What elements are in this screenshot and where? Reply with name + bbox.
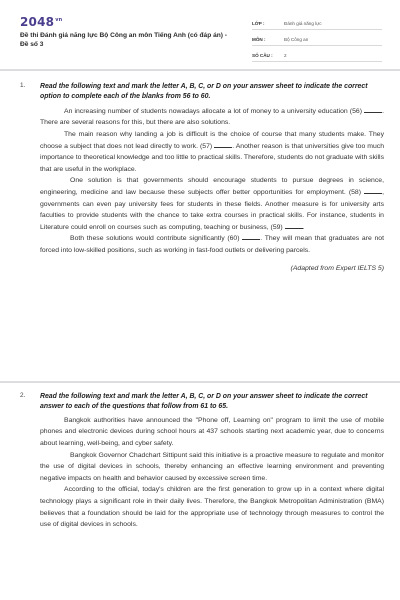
passage-source: (Adapted from Expert IELTS 5) <box>290 264 384 272</box>
answer-blank <box>285 223 303 229</box>
passage-paragraph <box>40 106 384 129</box>
answer-blank <box>214 142 232 148</box>
meta-key: SỐ CÂU : <box>252 53 273 58</box>
meta-row-class <box>252 14 382 30</box>
meta-row-subject <box>252 30 382 46</box>
section-divider <box>0 381 400 383</box>
question-instruction: Read the following text and mark the letter A, B, C, or D on your answer sheet to indicate the correct option to complete each of the blanks from 56 to 60. <box>40 83 368 101</box>
passage-paragraph: Bangkok authorities have announced the "Phone off, Learning on" program to limit the use of mobile phones and electronic devices during school hours at 437 schools starting next academic year, due to concerns about learning, well-being, and cyber safety. <box>40 416 384 447</box>
text-segment: . Another reason is that universities give too much importance to theoretical knowledge and too little to practical skills. Therefore, students do not graduate with skills that are useful in the workplace. <box>40 142 385 173</box>
meta-key: LỚP : <box>252 21 265 26</box>
document-title: Đề thi Đánh giá năng lực Bộ Công an môn Tiếng Anh (có đáp án) - Đề số 3 <box>20 32 227 48</box>
question-1 <box>20 82 386 274</box>
text-segment: Both these solutions would contribute significantly (60) <box>70 235 243 243</box>
meta-value: Bộ Công an <box>284 37 309 42</box>
question-2 <box>20 392 386 531</box>
question-instruction: Read the following text and mark the letter A, B, C, or D on your answer sheet to indicate the correct answer to each of the questions that follow from 61 to 65. <box>40 393 368 411</box>
text-segment: . There are several reasons for this, but there are also solutions. <box>40 107 384 127</box>
passage-paragraph: Bangkok Governor Chadchart Sittipunt said this initiative is a proactive measure to regulate and monitor the use of digital devices in schools, thereby enhancing an effective learning environment and preventing negative impacts on health and behavior caused by excessive screen time. <box>40 451 384 482</box>
page-header <box>0 0 400 62</box>
section-divider <box>0 69 400 71</box>
answer-blank <box>364 188 382 194</box>
site-logo[interactable] <box>20 15 62 29</box>
question-body <box>40 82 384 274</box>
question-body <box>40 392 384 531</box>
question-number: 1. <box>20 82 26 89</box>
passage-paragraph <box>40 175 384 233</box>
text-segment: . <box>302 223 305 231</box>
meta-value: Đánh giá năng lực <box>284 21 322 26</box>
question-number: 2. <box>20 392 26 399</box>
text-segment: One solution is that governments should encourage students to pursue degrees in science, engineering, medicine and law because these subjects offer better opportunities for employment. (58) <box>40 177 384 196</box>
passage-paragraph <box>40 129 384 175</box>
passage-paragraph <box>40 233 384 256</box>
passage-paragraph: According to the official, today's children are the first generation to grow up in a context where digital technology plays a significant role in their daily lives. Therefore, the Bangkok Metropolitan Administration (BMA) believes that a foundation should be laid for the appropriate use of technology through measures to control the use of digital devices in schools. <box>40 486 384 529</box>
meta-row-count <box>252 46 382 62</box>
answer-blank <box>364 107 382 113</box>
meta-value: 2 <box>284 53 287 58</box>
answer-blank <box>242 234 260 240</box>
text-segment: The main reason why landing a job is difficult is the choice of course that many students make. They choose a subject that does not lead directly to work. (57) <box>40 131 384 150</box>
meta-key: MÔN : <box>252 37 266 42</box>
text-segment: , governments can even pay university fees for students in these fields. Another measure is for university arts faculties to provide students with the chance to take extra courses in practical skills. For instance, students in Literature could enroll on courses such as computing, teaching or business, (59) <box>40 188 384 231</box>
logo-suffix: vn <box>55 17 63 23</box>
meta-table <box>252 14 382 62</box>
logo-text: 2048 <box>20 15 55 29</box>
text-segment: An increasing number of students nowadays allocate a lot of money to a university education (56) <box>64 107 365 115</box>
text-segment: . They will mean that graduates are not forced into low-skilled positions, such as working in fast-food outlets or delivering parcels. <box>40 235 384 254</box>
